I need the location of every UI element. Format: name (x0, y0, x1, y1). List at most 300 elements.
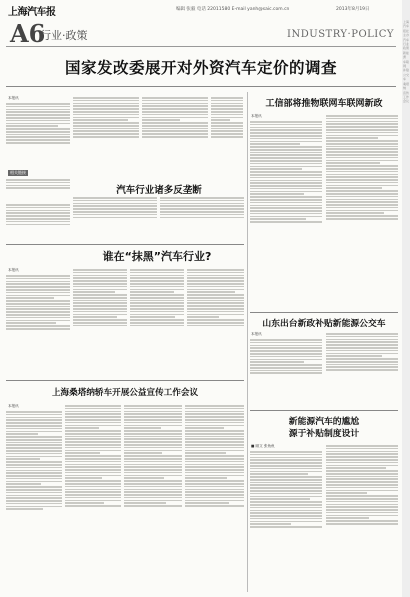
text-line (250, 356, 322, 358)
text-line (250, 361, 304, 363)
text-line (73, 125, 139, 127)
text-line (250, 451, 322, 453)
text-line (65, 447, 121, 449)
text-line (6, 422, 62, 424)
headline-shandong: 山东出台新政补贴新能源公交车 (262, 319, 386, 329)
text-line (187, 311, 244, 313)
headline-new-energy-line2: 源于补贴制度设计 (288, 429, 360, 439)
text-line (130, 302, 184, 304)
text-line (211, 105, 243, 107)
main-article-col-4 (211, 96, 243, 174)
text-line (160, 197, 244, 199)
text-line (326, 369, 398, 371)
text-line (250, 526, 322, 528)
text-line (326, 509, 398, 511)
text-line (65, 427, 99, 429)
text-line (65, 441, 121, 443)
text-line (250, 465, 322, 467)
text-line (326, 445, 398, 447)
text-line (124, 477, 164, 479)
text-line (130, 280, 184, 282)
shandong-byline: 本报讯 (251, 332, 262, 336)
text-line (6, 224, 70, 226)
section-english: INDUSTRY·POLICY (287, 29, 394, 40)
text-line (124, 483, 182, 485)
text-line (326, 118, 398, 120)
text-line (185, 422, 244, 424)
text-line (6, 431, 62, 433)
text-line (65, 466, 121, 468)
text-line (326, 470, 398, 472)
text-line (73, 316, 117, 318)
text-line (73, 289, 127, 291)
text-line (73, 200, 157, 202)
main-article-col-3 (142, 96, 208, 174)
text-line (6, 134, 70, 136)
text-line (65, 469, 121, 471)
text-line (250, 487, 322, 489)
text-line (326, 123, 398, 125)
text-line (326, 512, 398, 514)
text-line (73, 305, 127, 307)
column-divider (247, 92, 248, 592)
text-line (250, 521, 322, 523)
text-line (211, 130, 243, 132)
text-line (6, 419, 62, 421)
text-line (326, 137, 378, 139)
text-line (65, 433, 121, 435)
text-line (185, 472, 244, 474)
text-line (65, 486, 121, 488)
text-line (65, 452, 100, 454)
text-line (326, 498, 398, 500)
text-line (73, 294, 127, 296)
text-line (142, 100, 208, 102)
text-line (73, 100, 139, 102)
text-line (250, 160, 322, 162)
text-line (65, 461, 121, 463)
new-energy-col-1 (250, 450, 322, 592)
text-line (73, 211, 157, 213)
text-line (326, 151, 398, 153)
text-line (250, 484, 322, 486)
text-line (250, 196, 322, 198)
text-line (185, 413, 244, 415)
santana-col-4 (185, 404, 244, 592)
text-line (250, 367, 322, 369)
text-line (250, 462, 322, 464)
santana-byline: 本报讯 (8, 404, 19, 408)
text-line (326, 115, 398, 117)
text-line (6, 314, 70, 316)
text-line (250, 218, 306, 220)
text-line (326, 132, 398, 134)
text-line (326, 126, 398, 128)
text-line (187, 283, 244, 285)
text-line (73, 322, 127, 324)
text-line (250, 457, 322, 459)
divider (250, 410, 398, 411)
text-line (326, 453, 398, 455)
text-line (250, 372, 322, 374)
text-line (211, 119, 230, 121)
text-line (185, 475, 244, 477)
text-line (326, 174, 398, 176)
text-line (326, 364, 398, 366)
issue-date: 2013年8月19日 (336, 7, 370, 12)
text-line (187, 319, 244, 321)
text-line (124, 433, 182, 435)
text-line (124, 436, 182, 438)
text-line (185, 436, 244, 438)
margin-text: 上海汽车报社主办 汽车行业 政策 新能源 车联网 补贴 公交车 桑塔纳 宣传 工作 会议 (403, 20, 410, 104)
text-line (185, 455, 244, 457)
text-line (250, 174, 322, 176)
text-line (250, 518, 322, 520)
text-line (250, 143, 300, 145)
text-line (6, 481, 62, 483)
text-line (326, 473, 398, 475)
text-line (326, 478, 398, 480)
text-line (6, 210, 70, 212)
text-line (65, 500, 121, 502)
text-line (250, 146, 322, 148)
text-line (142, 117, 208, 119)
text-line (130, 308, 184, 310)
text-line (211, 111, 243, 113)
text-line (65, 455, 121, 457)
text-line (326, 517, 369, 519)
text-line (250, 163, 322, 165)
text-line (73, 277, 127, 279)
text-line (65, 430, 121, 432)
text-line (65, 472, 121, 474)
text-line (142, 130, 208, 132)
text-line (6, 221, 70, 223)
text-line (211, 128, 243, 130)
text-line (6, 295, 70, 297)
text-line (160, 203, 244, 205)
text-line (73, 197, 157, 199)
text-line (187, 291, 235, 293)
text-line (326, 162, 380, 164)
text-line (250, 342, 322, 344)
text-line (250, 221, 322, 223)
text-line (211, 117, 243, 119)
text-line (6, 489, 62, 491)
text-line (6, 187, 70, 189)
text-line (130, 314, 184, 316)
text-line (130, 283, 184, 285)
text-line (326, 201, 398, 203)
text-line (185, 464, 244, 466)
text-line (250, 193, 304, 195)
text-line (124, 452, 162, 454)
text-line (250, 182, 322, 184)
text-line (6, 123, 70, 125)
text-line (250, 154, 322, 156)
text-line (160, 211, 244, 213)
text-line (124, 416, 182, 418)
text-line (6, 120, 70, 122)
text-line (6, 311, 70, 313)
text-line (326, 495, 398, 497)
text-line (326, 148, 398, 150)
text-line (73, 133, 139, 135)
text-line (185, 427, 224, 429)
text-line (142, 119, 180, 121)
text-line (6, 204, 70, 206)
text-line (124, 505, 182, 507)
text-line (326, 140, 398, 142)
text-line (73, 97, 139, 99)
text-line (326, 218, 398, 220)
text-line (250, 345, 322, 347)
text-line (326, 143, 398, 145)
text-line (160, 217, 244, 219)
headline-antitrust: 汽车行业诸多反垄断 (116, 185, 202, 196)
text-line (6, 506, 62, 508)
text-line (6, 114, 70, 116)
text-line (6, 328, 70, 330)
text-line (73, 117, 139, 119)
text-line (250, 350, 322, 352)
text-line (250, 171, 322, 173)
text-line (250, 353, 322, 355)
text-line (6, 289, 70, 291)
text-line (73, 122, 139, 124)
text-line (187, 289, 244, 291)
text-line (185, 419, 244, 421)
text-line (65, 475, 121, 477)
text-line (65, 444, 121, 446)
headline-santana: 上海桑塔纳轿车开展公益宣传工作会议 (51, 388, 199, 398)
text-line (185, 480, 244, 482)
text-line (6, 179, 70, 181)
text-line (326, 459, 398, 461)
text-line (6, 478, 62, 480)
text-line (326, 160, 398, 162)
text-line (6, 497, 62, 499)
text-line (124, 427, 161, 429)
text-line (73, 302, 127, 304)
text-line (326, 336, 398, 338)
text-line (326, 165, 398, 167)
text-line (250, 507, 322, 509)
text-line (250, 210, 322, 212)
text-line (326, 199, 398, 201)
shandong-col-1 (250, 338, 322, 406)
text-line (326, 490, 398, 492)
text-line (185, 461, 244, 463)
text-line (326, 121, 398, 123)
text-line (6, 103, 70, 105)
text-line (6, 218, 70, 220)
text-line (6, 483, 41, 485)
smear-col-3 (130, 268, 184, 376)
text-line (124, 444, 182, 446)
text-line (187, 280, 244, 282)
text-line (250, 124, 322, 126)
text-line (185, 450, 244, 452)
text-line (6, 278, 70, 280)
text-line (6, 139, 70, 141)
text-line (250, 166, 322, 168)
text-line (142, 105, 208, 107)
text-line (185, 502, 229, 504)
text-line (124, 405, 182, 407)
text-line (124, 500, 182, 502)
text-line (211, 103, 243, 105)
text-line (6, 453, 62, 455)
text-line (130, 311, 184, 313)
text-line (187, 286, 244, 288)
text-line (142, 133, 208, 135)
text-line (326, 135, 398, 137)
text-line (6, 417, 62, 419)
text-line (326, 492, 367, 494)
text-line (250, 121, 322, 123)
main-article-col-2 (73, 96, 139, 174)
text-line (6, 136, 70, 138)
text-line (250, 216, 322, 218)
text-line (250, 157, 322, 159)
text-line (187, 316, 219, 318)
text-line (211, 100, 243, 102)
text-line (187, 322, 244, 324)
text-line (250, 213, 322, 215)
text-line (250, 473, 308, 475)
text-line (65, 438, 121, 440)
text-line (185, 405, 244, 407)
text-line (187, 294, 244, 296)
text-line (6, 111, 70, 113)
text-line (250, 510, 322, 512)
text-line (6, 508, 43, 510)
text-line (6, 428, 62, 430)
text-line (326, 179, 398, 181)
divider (6, 380, 244, 381)
text-line (185, 500, 244, 502)
text-line (65, 491, 121, 493)
text-line (185, 416, 244, 418)
text-line (6, 411, 62, 413)
text-line (6, 292, 70, 294)
text-line (250, 205, 322, 207)
text-line (326, 515, 398, 517)
text-line (65, 458, 121, 460)
text-line (185, 486, 244, 488)
text-line (142, 111, 208, 113)
text-line (73, 286, 127, 288)
text-line (6, 317, 70, 319)
text-line (6, 286, 70, 288)
text-line (65, 405, 121, 407)
main-article-col-1 (6, 96, 70, 174)
text-line (73, 272, 127, 274)
text-line (6, 131, 70, 133)
text-line (6, 283, 70, 285)
text-line (187, 305, 244, 307)
text-line (130, 319, 184, 321)
text-line (187, 300, 244, 302)
text-line (6, 414, 62, 416)
text-line (326, 333, 398, 335)
text-line (65, 464, 121, 466)
text-line (211, 133, 243, 135)
smear-byline: 本报讯 (8, 268, 19, 272)
text-line (326, 185, 398, 187)
text-line (211, 122, 243, 124)
text-line (65, 477, 102, 479)
text-line (124, 458, 182, 460)
main-byline: 本报讯 (8, 96, 19, 100)
text-line (185, 441, 244, 443)
text-line (326, 146, 398, 148)
text-line (326, 176, 398, 178)
text-line (250, 135, 322, 137)
text-line (73, 217, 157, 219)
text-line (185, 447, 244, 449)
text-line (250, 180, 322, 182)
text-line (250, 138, 322, 140)
text-line (326, 358, 398, 360)
text-line (6, 215, 70, 217)
iot-byline: 本报讯 (251, 114, 262, 118)
text-line (6, 439, 62, 441)
text-line (73, 283, 127, 285)
text-line (326, 456, 398, 458)
text-line (6, 458, 40, 460)
text-line (326, 215, 398, 217)
text-line (160, 205, 244, 207)
text-line (6, 456, 62, 458)
text-line (6, 450, 62, 452)
text-line (326, 361, 398, 363)
text-line (160, 214, 244, 216)
text-line (6, 142, 70, 144)
text-line (130, 322, 184, 324)
text-line (6, 442, 62, 444)
text-line (65, 408, 121, 410)
text-line (130, 305, 184, 307)
text-line (124, 466, 182, 468)
text-line (250, 177, 322, 179)
text-line (250, 129, 322, 131)
text-line (65, 450, 121, 452)
headline-smear: 谁在“抹黑”汽车行业? (102, 250, 212, 263)
main-headline: 国家发改委展开对外资汽车定价的调查 (64, 59, 337, 77)
text-line (326, 501, 398, 503)
antitrust-col-1 (6, 203, 70, 243)
text-line (326, 520, 398, 522)
text-line (185, 494, 244, 496)
text-line (6, 306, 70, 308)
text-line (124, 475, 182, 477)
text-line (73, 105, 139, 107)
text-line (250, 168, 302, 170)
text-line (326, 339, 398, 341)
text-line (130, 316, 175, 318)
text-line (185, 433, 244, 435)
text-line (142, 136, 208, 138)
text-line (6, 308, 70, 310)
text-line (65, 480, 121, 482)
text-line (73, 128, 139, 130)
text-line (326, 190, 398, 192)
text-line (142, 103, 208, 105)
text-line (130, 269, 184, 271)
